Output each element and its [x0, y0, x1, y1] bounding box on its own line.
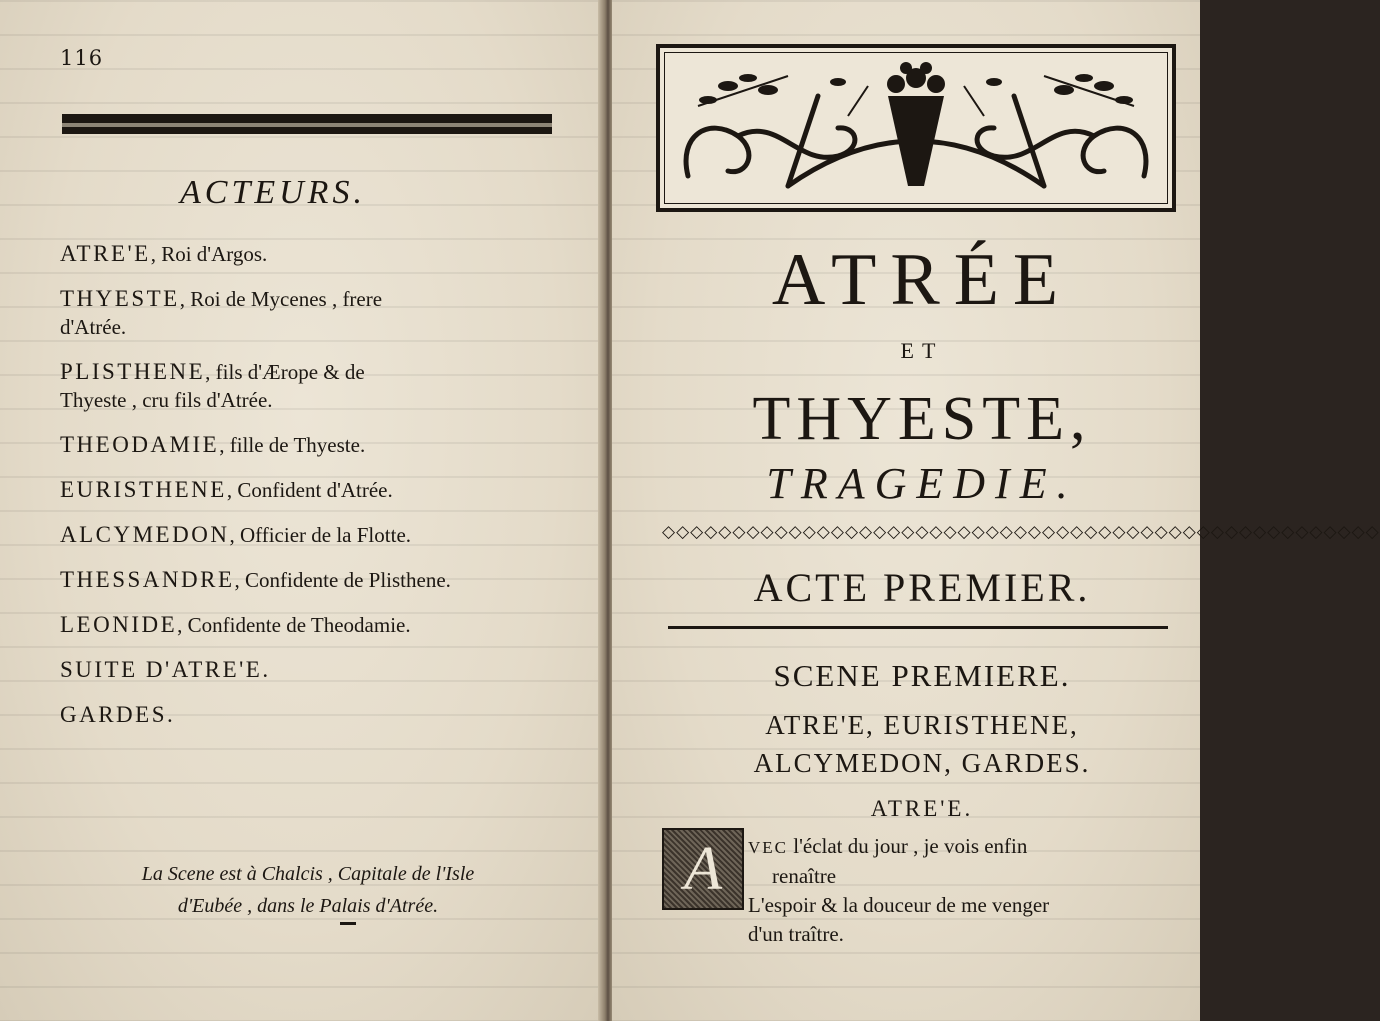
drop-cap: A	[662, 828, 744, 910]
speaker-name: ATRE'E.	[870, 796, 974, 821]
title-genre: TRAGEDIE.	[766, 459, 1078, 508]
characters-line: ATRE'E, EURISTHENE,	[765, 710, 1079, 740]
setting-line: d'Eubée , dans le Palais d'Atrée.	[177, 895, 439, 917]
cast-item	[60, 611, 560, 639]
cast-name: THESSANDRE	[60, 567, 235, 592]
cast-name: ALCYMEDON	[60, 522, 230, 547]
scene-characters	[652, 706, 1192, 782]
cast-item	[60, 566, 560, 594]
title-second: THYESTE,	[752, 385, 1092, 453]
cast-name: PLISTHENE	[60, 359, 206, 384]
verse-small-caps: VEC	[748, 838, 788, 857]
cast-item	[60, 358, 560, 414]
act-rule	[668, 626, 1168, 629]
cast-role: , fils d'Ærope & de	[205, 360, 365, 384]
characters-line: ALCYMEDON, GARDES.	[753, 748, 1091, 778]
cast-role: , Roi d'Argos.	[150, 242, 268, 266]
cast-item	[60, 701, 560, 729]
title-conjunction: ET	[900, 338, 944, 363]
cast-role: , Confidente de Theodamie.	[177, 613, 411, 637]
cast-item	[60, 240, 560, 268]
cast-item	[60, 521, 560, 549]
act-heading: ACTE PREMIER.	[753, 565, 1091, 610]
title-main: ATRÉE	[771, 239, 1073, 321]
page-number: 116	[60, 46, 104, 70]
cast-role: , Officier de la Flotte.	[229, 523, 412, 547]
verse-text: l'éclat du jour , je vois enfin	[788, 834, 1028, 858]
cast-role: , Confidente de Plisthene.	[234, 568, 451, 592]
cast-name: GARDES.	[60, 702, 176, 727]
cast-name: ATRE'E	[60, 241, 151, 266]
verse-text: renaître	[772, 864, 837, 888]
cast-item	[60, 285, 560, 341]
floral-ornament-icon	[668, 56, 1164, 200]
cast-name: THYESTE	[60, 286, 180, 311]
cast-name: SUITE D'ATRE'E.	[60, 657, 271, 682]
setting-note	[78, 858, 538, 922]
cast-role: , Roi de Mycenes , frere	[179, 287, 383, 311]
header-rule	[62, 114, 552, 134]
left-page	[0, 0, 604, 1021]
headpiece-ornament	[656, 44, 1176, 212]
scene-heading: SCENE PREMIERE.	[773, 658, 1071, 693]
cast-heading: ACTEURS.	[180, 174, 366, 211]
cast-role: , Confident d'Atrée.	[226, 478, 393, 502]
cast-item	[60, 431, 560, 459]
cast-name: EURISTHENE	[60, 477, 227, 502]
verse-block	[748, 832, 1188, 949]
cast-item	[60, 476, 560, 504]
cast-role-continued: d'Atrée.	[60, 315, 127, 339]
cast-item	[60, 656, 560, 684]
verse-text: L'espoir & la douceur de me venger	[748, 893, 1050, 917]
setting-line: La Scene est à Chalcis , Capitale de l'Isle	[141, 863, 475, 885]
cast-role: , fille de Thyeste.	[219, 433, 366, 457]
cast-name: LEONIDE	[60, 612, 178, 637]
fleuron-border: ◇◇◇◇◇◇◇◇◇◇◇◇◇◇◇◇◇◇◇◇◇◇◇◇◇◇◇◇◇◇◇◇◇◇◇◇◇◇◇◇◇◇◇◇◇◇◇◇◇◇◇	[662, 522, 1380, 542]
cast-role-continued: Thyeste , cru fils d'Atrée.	[60, 388, 273, 412]
verse-text: d'un traître.	[748, 922, 844, 946]
cast-list	[60, 240, 560, 746]
end-dash	[340, 922, 356, 925]
right-page	[612, 0, 1380, 1021]
cast-name: THEODAMIE	[60, 432, 220, 457]
